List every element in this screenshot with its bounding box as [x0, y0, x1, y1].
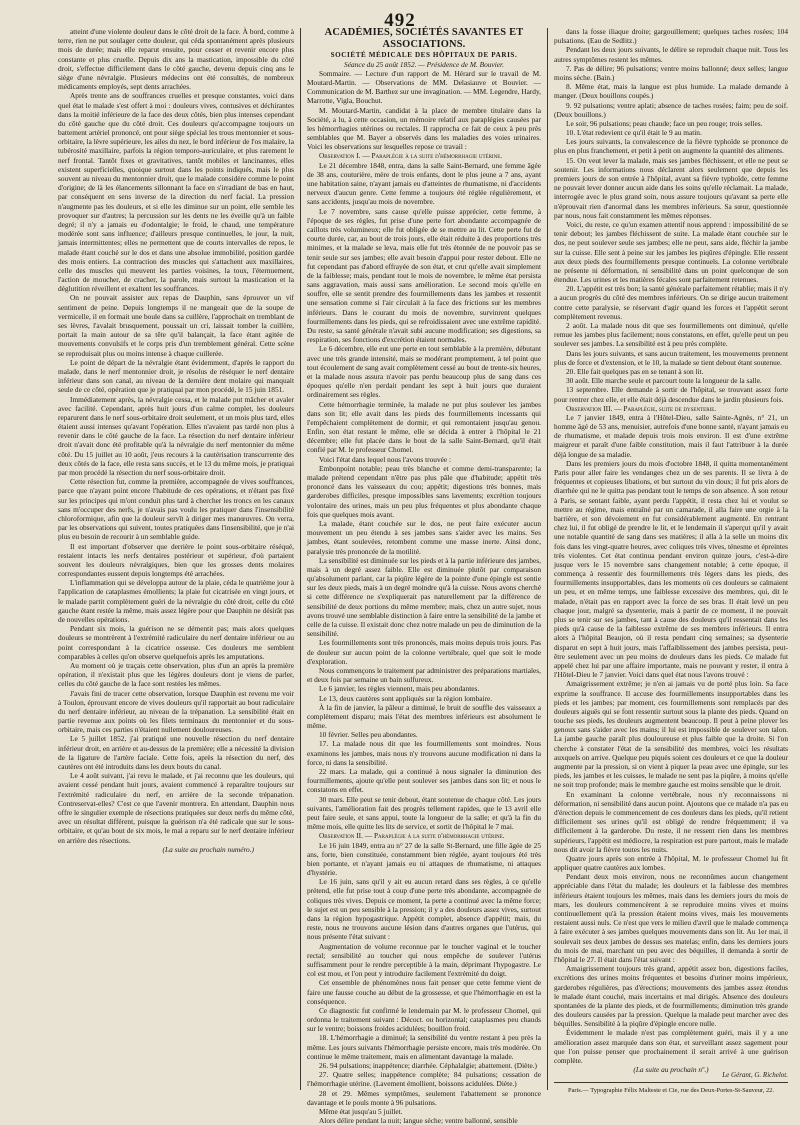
paragraph: Le 6 janvier, les règles viennent, mais peu abondantes. [319, 684, 480, 694]
paragraph: Le 16 juin, sans qu'il y ait eu aucun retard dans ses règles, à ce qu'elle prétend, elle fut prise tout à coup d'une perte très abondante, accompagnée de coliques très vives. Depuis ce moment, la perte a continué avec la même force; le sujet est un peu sensible à la pression; il y a des douleurs assez vives, surtout dans la région hypogastrique. Appétit complet, absence d'appétit; mais, du reste, nous ne trouvons aucune lésion dans d'autres organes que l'utérus, qui nous présente l'état suivant : [307, 877, 541, 942]
paragraph: 27. Quatre selles; inappétence complète; 84 pulsations; cessation de l'hémorrhagie utérine. (Lavement émollient, boissons acidulées. Diète.) [307, 1070, 541, 1089]
column-rule-2 [547, 28, 548, 1090]
paragraph: La malade, étant couchée sur le dos, ne peut faire exécuter aucun mouvement un peu étendu à ses jambes sans s'aider avec les mains. Ses jambes, étant soulevées, retombent comme une masse inerte. Ainsi donc, paralysie très prononcée de la motilité. [307, 518, 541, 556]
paragraph: 17. La malade nous dit que les fourmillements sont moindres. Nous examinons les jambes, mais nous n'y trouvons aucune modification ni dans la force, ni dans la sensibilité. [307, 739, 541, 767]
paragraph: 10. L'état redevient ce qu'il était le 9 au matin. [566, 128, 702, 138]
paragraph: Nous commençons le traitement par administrer des préparations martiales, et deux fois par semaine un bain sulfureux. [307, 665, 541, 685]
paragraph: Évidemment le malade n'est pas complètement guéri, mais il y a une amélioration assez marquée dans son état, et surveillant assez sagement pour que l'on puisse penser que prochainement il serait arrivé à une guérison complète. [554, 1028, 788, 1065]
paragraph: Le 4 août suivant, j'ai revu le malade, et j'ai reconnu que les douleurs, qui avaient cessé pendant huit jours, avaient commencé à reparaître toujours sur l'extrémité radiculaire du nerf, en arrière de la seconde trépanation. Contreservat-elles? C'est ce que l'avenir montrera. En attendant, Dauphin nous offre le singulier exemple de résections pratiquées sur deux nerfs du même côté, avec un résultat différent, puisque la guérison n'a été radicale que sur le sous-orbitaire, et qu'au bout de six mois, le mal a reparu sur le nerf dentaire inférieur en arrière des résections. [58, 771, 294, 845]
continuation-note: (La suite au prochain nº.) [633, 1065, 709, 1075]
paragraph: Augmentation de volume reconnue par le toucher vaginal et le toucher rectal; sensibilité au toucher qui nous empêche de soulever l'utérus suffisamment pour le rendre perceptible à la main, déprimant l'hypogastre. Le col est mou, et l'on peut y introduire facilement l'extrémité du doigt. [307, 941, 541, 979]
paragraph: En examinant la colonne vertébrale, nous n'y reconnaissons ni déformation, ni sensibilité dans aucun point. Ajoutons que ce malade n'a pas eu d'érection depuis le commencement de ces douleurs dans les pieds, qu'il retient difficilement ses urines qu'il est obligé de rendre fréquemment; il va difficilement à la garderobe. Du reste, il ne ressent rien dans les membres supérieurs, l'appétit est médiocre, la respiration est pure partout, mais le malade nous dit avoir la fièvre toutes les nuits. [554, 789, 788, 854]
paragraph: 20. Elle fait quelques pas en se tenant à son lit. [566, 366, 704, 376]
seance-line: Séance du 25 août 1852. — Présidence de M. Bouvier. [344, 59, 504, 69]
paragraph: Même état jusqu'au 5 juillet. [319, 1106, 403, 1116]
paragraph: 28 et 29. Mêmes symptômes, seulement l'abattement se prononce davantage et le pouls monte à 96 pulsations. [307, 1088, 541, 1107]
paragraph: Pendant six mois, la guérison ne se démentit pas; mais alors quelques douleurs se montrèrent à l'extrémité radiculaire du nerf dentaire inférieur ou au point correspondant à la cicatrice osseuse. Ces douleurs me semblent comparables à celles qu'on observe quelquefois après les amputations. [58, 624, 294, 661]
paragraph: Cet ensemble de phénomènes nous fait penser que cette femme vient de faire une fausse couche au début de la grossesse, et que l'hémorrhagie en est la conséquence. [307, 978, 541, 1006]
paragraph: Le 6 décembre, elle eut une perte en tout semblable à la première, débutant avec une très grande intensité, mais se modérant promptement, à tel point que tout écoulement de sang avait complètement cessé au bout de trente-six heures, et la malade nous assura n'avoir pas perdu beaucoup plus de sang dans ces époques qu'elle n'en perdait pendant les sept à huit jours que duraient ordinairement ses règles. [307, 344, 541, 400]
paragraph: Après trente ans de souffrances cruelles et presque constantes, voici dans quel état le malade s'est offert à moi : douleurs vives, contusives et déchirantes dans la moitié inférieure de la face des deux côtés, bien plus intenses cependant du côté gauche que du côté droit. Ces douleurs qu'accompagne toujours un battement artériel prononcé, ont pour siège spécial les trous mentonnier et sous-orbitaire, la lèvre supérieure, les ailes du nez, le bord inférieur de l'os malaire, la tubérosité maxillaire, parfois la région temporo-auriculaire, et plus rarement le nerf frontal. Tantôt fixes et gravitatives, tantôt mobiles et lancinantes, elles existent superficielles, quoique surtout dans les points indiqués, mais le plus souvent au niveau du mentonnier droit, que le malade considère comme le point d'origine; de là les élancements sillonnant la face en s'irradiant de bas en haut, par conséquent en sens inverse de la direction du nerf facial. La pression n'augmente pas les douleurs, et si elle les diminue sur un point, elle semble les provoquer sur d'autres; la percussion sur les dents ne les éveille qu'à un faible degré; il n'y a jamais eu d'odontalgie; le froid, le chaud, une température modérée sont sans influence; d'ailleurs presque continuelles, le jour, la nuit, jamais intermittentes; elles ne permettent que de courts intervalles de repos, le malade étant couché sur le dos et dans une absolue immobilité, position gardée des mois entiers. La contraction des muscles qui s'attachent aux maxillaires, celle des muscles qui meuvent les parties voisines, la toux, l'éternuement, l'action de moucher, de cracher, la parole, mais surtout la mastication et la déglutition réveillent et exaltent les souffrances. [58, 91, 294, 294]
paragraph: Quatre jours après son entrée à l'hôpital, M. le professeur Chomel lui fit appliquer quatre cautères aux lombes. [554, 853, 788, 873]
paragraph: 10 février. Selles peu abondantes. [319, 730, 418, 740]
paragraph: 9. 92 pulsations; ventre aplati; absence de taches rosées; faim; peu de soif. (Deux bouillons.) [554, 100, 788, 119]
paragraph: 20. L'appétit est très bon; la santé générale parfaitement rétablie; mais il n'y a aucun progrès du côté des membres inférieurs. On se dirige aucun traitement contre cette paralysie, se réservant d'agir quand les forces et l'appétit seront complètement revenus. [554, 284, 788, 321]
paragraph: Le 7 novembre, sans cause qu'elle puisse apprécier, cette femme, à l'époque de ses règles, fut prise d'une perte fort abondante accompagnée de caillots très volumineux; elle fut obligée de se mettre au lit. Cette perte fut de courte durée, car, au bout de trois jours, elle était réduite à des proportions très minimes, et la malade se leva, mais elle fut très étonnée de ne pouvoir pas se tenir seule sur ses jambes; elle avait besoin d'appui pour rester debout. Elle ne fut cependant pas d'abord effrayée de son état, et crut qu'elle avait simplement de la faiblesse; mais, pendant tout le mois de novembre, le même état persista sans aggravation, mais aussi sans amélioration. Le second mois qu'elle en souffre, elle se sentit prendre des fourmillements dans les jambes et ressentit une sensation comme si l'air circulait à la face des frictions sur les membres inférieurs. Dans le courant du mois de novembre, survinrent quelques fourmillements dans les pieds, qui se refroidissaient avec une extrême rapidité. Du reste, sa santé générale n'avait subi aucune modification; ses digestions, sa respiration, ses fonctions d'excrétion étaient normales. [307, 206, 541, 345]
paragraph: Le 13, deux cautères sont appliqués sur la région lombaire. [319, 693, 493, 703]
footer-rule [554, 1082, 788, 1083]
paragraph: Amaigrissement toujours très grand, appétit assez bon, digestions faciles, excrétions des urines moins fréquentes et besoins d'uriner moins impérieux, garderobes régulières, pas d'érections; mouvements des jambes assez étendus le malade étant couché, mais incertains et mal dirigés. Absence des douleurs spontanées de la plante des pieds, et de fourmillements; diminution très grande des douleurs causées par la pression. Quelque la malade peut marcher avec des béquilles. Sensibilité à la piqûre d'épingle encore nulle. [554, 964, 788, 1029]
paragraph: Le 7 janvier 1849, entra à l'Hôtel-Dieu, salle Sainte-Agnès, n° 21, un homme âgé de 53 ans, menuisier, autrefois d'une bonne santé, n'ayant jamais eu de rhumatisme, et malade depuis trois mois environ. Il est d'une extrême maigreur et paraît d'une faible constitution, mais il faut l'attribuer à la durée déjà longue de sa maladie. [554, 412, 788, 459]
paragraph: Les fourmillements sont très prononcés, mais moins depuis trois jours. Pas de douleur sur aucun point de la colonne vertébrale, quel que soit le mode d'exploration. [307, 638, 541, 666]
observation-heading: Observation I. — Paraplégie à la suite d'hémorrhagie utérine. [319, 151, 503, 161]
paragraph: Cette résection fut, comme la première, accompagnée de vives souffrances, parce que n'ayant point encore l'habitude de ces opérations, et n'étant pas fixé sur les principes qui m'ont conduit plus tard à chercher les troncs en les canaux sans m'occuper des nerfs, je n'avais pas voulu les pratiquer dans l'insensibilité chloroformique, afin que la douleur servît à diriger mes manœuvres. On verra, par les observations qui suivent, toutes pratiquées dans l'insensibilité, que je n'ai plus eu besoin de recourir à un semblable guide. [58, 477, 294, 542]
paragraph: Au moment où je traçais cette observation, plus d'un an après la première opération, il n'existait plus que les légères douleurs dont je viens de parler, celles du côté gauche de la face sont restées les mêmes. [58, 660, 294, 689]
paragraph: Dans les premiers jours du mois d'octobre 1848, il quitta momentanément Paris pour aller faire les vendanges chez un de ses parents. Il se livra à de fréquentes et copieuses libations, et but surtout du vin doux; il fut pris alors de diarrhée qui ne le quitta pas pendant tout le temps de son absence. À son retour à Paris, se sentant faible, ayant perdu l'appétit, il resta chez lui et voulut se mettre au régime, mais entraîné par un camarade, il alla faire une orgie à la barrière, et son dévoiement en fut considérablement augmenté. En rentrant chez lui, il fut obligé de prendre le lit, et le lendemain il s'aperçut qu'il y avait une notable quantité de sang dans ses matières; il alla à la selle un moins dix fois dans les vingt-quatre heures, avec coliques très vives, ténesme et épreintes très violentes. Cet état continua pendant environ quinze jours, c'est-à-dire jusque vers le 15 novembre sans changement notable; à cette époque, il commença à ressentir des fourmillements très légers dans les pieds, des fourmillements insupportables, dans les moments où ces douleurs se calmaient un peu, et en même temps, une faiblesse excessive des membres, qui, dit le malade, n'était pas en rapport avec la force de ses bras. Il était levé un peu chaque jour, malgré sa dysenterie, mais à partir de ce moment, il ne pouvait plus se tenir sur ses jambes, tant à cause des douleurs qu'il ressentait dans les pieds qu'à cause de la faiblesse extrême de ses membres inférieurs. Il entra alors à l'hôpital Beaujon, où il resta pendant cinq semaines; sa dysenterie disparut en sept à huit jours, mais l'affaiblissement des jambes persista, peut-être seulement avec un peu moins de douleurs dans les pieds. Ce malade fut appelé chez lui par une affaire importante, mais ne pouvant y rester, il entra à l'Hôtel-Dieu le 7 janvier. Voici dans quel état nous l'avons trouvé : [554, 458, 788, 680]
paragraph: 22 mars. La malade, qui a continué à nous signaler la diminution des fourmillements, ajoute qu'elle peut soulever ses jambes dans son lit; et nous le constatons en effet. [307, 767, 541, 795]
gerant-signature: Le Gérant, G. Richelot. [722, 1071, 788, 1079]
paragraph: 2 août. La malade nous dit que ses fourmillements ont diminué, qu'elle remue les jambes plus facilement; nous constatons, en effet, qu'elle peut un peu soulever ses jambes. La sensibilité est à peu près complète. [554, 321, 788, 349]
section-title: ACADÉMIES, SOCIÉTÉS SAVANTES ET ASSOCIATIONS. [324, 27, 524, 50]
paragraph: Les jours suivants, la convalescence de la fièvre typhoïde se prononce de plus en plus franchement, et petit à petit on augmente la quantité des aliments. [554, 137, 788, 156]
paragraph: Le soir, 96 pulsations; peau chaude; face un peu rouge; trois selles. [566, 118, 763, 128]
paragraph: 8. Même état, mais la langue est plus humide. La malade demande à manger. (Deux bouillons coupés.) [554, 82, 788, 101]
paragraph: Pendant deux mois environ, nous ne reconnûmes aucun changement appréciable dans l'état du malade; les douleurs et la faiblesse des membres inférieurs étaient toujours les mêmes, mais dans les derniers jours du mois de mars, les douleurs commencèrent à se reproduire moins vives et moins continuellement qu'à la pression étaient moins vives, mais les mouvements restaient aussi nuls. Ce n'est que vers le milieu d'avril que le malade commença à faire exécuter à ses jambes quelques mouvements dans son lit. Au 1er mai, il soulevait ses deux jambes de dessus ses matelas; enfin, dans les derniers jours du mois de mai, marchant un peu avec des béquilles, il demanda à sortir de l'hôpital le 27. Il était dans l'état suivant : [554, 872, 788, 964]
paragraph: La sensibilité est diminuée sur les pieds et à la partie inférieure des jambes, mais à un degré assez faible. Elle est diminuée plutôt par comparaison qu'absolument parlant, car la piqûre légère de la pointe d'une épingle est sentie sur les deux pieds, mais à un degré moindre qu'à la cuisse. Nous avons cherché si cette différence ne s'expliquerait pas naturellement par la différence de sensibilité de deux portions du même membre; mais, chez un autre sujet, nous avons trouvé une semblable distinction à faire entre la sensibilité de la jambe et celle de la cuisse. Il existait donc chez notre malade un peu de diminution de la sensibilité. [307, 555, 541, 639]
paragraph: 30 mars. Elle peut se tenir debout, étant soutenue de chaque côté. Les jours suivants, l'amélioration fait des progrès tellement rapides, que le 13 avril elle peut faire seule, et sans appui, toute la longueur de la salle; et qu'à la fin du même mois, elle quitte les lits de service, et sortit de l'hôpital le 7 mai. [307, 794, 541, 832]
column-1 [58, 27, 294, 1095]
paragraph: Voici l'état dans lequel nous l'avons trouvée : [319, 454, 452, 464]
paragraph: 15. On veut lever la malade, mais ses jambes fléchissent, et elle ne peut se soutenir. Les informations nous déclarent alors seulement que depuis les premiers jours de son entrée à l'hôpital, avant sa fièvre typhoïde, cette femme ne pouvait lever donner aucun aide dans les soins qu'elle réclamait. La malade, interrogée avec le plus grand soin, nous assure toujours qu'avant sa perte elle n'éprouvait rien d'anormal dans les membres inférieurs. Sa sœur, questionnée par nous, nous fait constamment les mêmes réponses. [554, 155, 788, 220]
paragraph: On ne pouvait assister aux repas de Dauphin, sans éprouver un vif sentiment de peine. Depuis longtemps il ne mangeait que de la soupe de vermicelle, il en formait une boule dans sa cuillère, l'approchait en tremblant de ses lèvres, l'avalait brusquement, poussait un cri, laissait tomber la cuillère, portait la main autour de sa tête qu'il balançait, la face étant agitée de mouvements convulsifs et le corps pris d'un tremblement général. Cette scène se reproduisait plus ou moins intense à chaque cuillerée. [58, 293, 294, 358]
column-rule-1 [300, 28, 301, 1090]
paragraph: Le 21 décembre 1848, entra, dans la salle Saint-Bernard, une femme âgée de 38 ans, couturière, mère de trois enfants, dont le plus jeune a 7 ans, ayant une habitation saine, n'ayant jamais eu d'atteintes de rhumatisme, ni d'accidents nerveux d'aucun genre. Cette femme a toujours été réglée régulièrement, et sans accidents, jusqu'au mois de novembre. [307, 160, 541, 207]
paragraph: 26. 94 pulsations; inappétence; diarrhée. Céphalalgie; abattement. (Diète.) [319, 1061, 537, 1071]
paragraph: 13 septembre. Elle demande à sortir de l'hôpital, se trouvant assez forte pour rentrer chez elle, et elle était déjà descendue dans le jardin plusieurs fois. [554, 385, 788, 404]
paragraph: dans la fosse iliaque droite; gargouillement; quelques taches rosées; 104 pulsations. (Eau de Sedlitz.) [554, 27, 788, 46]
paragraph: Ce diagnostic fut confirmé le lendemain par M. le professeur Chomel, qui ordonna le traitement suivant : Décoct. ou horizontal; cataplasmes peu chauds sur le ventre; boissons froides acidulées; bouillon froid. [307, 1005, 541, 1034]
paragraph: Amaigrissement extrême; je n'en ai jamais vu de porté plus loin. Sa face exprime la souffrance. Il accuse des fourmillements insupportables dans les pieds et les jambes; par moment, ces fourmillements sont remplacés par des douleurs aiguës qui se font ressentir surtout sous la plante des pieds. Quand on touche ses pieds, les douleurs augmentent beaucoup. Il peut à peine plover les genoux sans s'aider avec les mains; il lui est impossible de soulever son talon. La jambe gauche paraît plus douloureuse et plus faible que la droite. Si l'on cherche à constater l'état de la sensibilité des membres, voici les résultats auxquels on arrive. Quelque peu piqués soient ces douleurs et ce que la douleur augmente par la pression, si on vient à piquer la peau avec une épingle, sur les pieds, les jambes et les cuisses, le malade ne sent pas la piqûre, à moins qu'elle ne soit trop profonde; mais le membre gauche est moins sensible que le droit. [554, 679, 788, 790]
paragraph: Sommaire. — Lecture d'un rapport de M. Hérard sur le travail de M. Moutard-Martin. — Observations de MM. Delasiauve et Bouvier. — Communication de M. Barthez sur une invagination. — MM. Legendre, Hardy, Marrotte, Vigla, Bouchut. [307, 68, 541, 106]
paragraph: À la fin de janvier, la pâleur a diminué, le bruit de souffle des vaisseaux a complètement disparu; mais l'état des membres inférieurs est absolument le même. [307, 702, 541, 731]
paragraph: L'inflammation qui se développa autour de la plaie, céda le quatrième jour à l'application de cataplasmes émollients; la plaie fut cicatrisée en vingt jours, et le malade partit complètement guéri de la névralgie du côté droit, celle du côté gauche étant restée la même, mais assez légère pour que Dauphin ne désirât pas de nouvelles opérations. [58, 578, 294, 624]
paragraph: Embonpoint notable; peau très blanche et comme demi-transparente; la malade prétend cependant n'être pas plus pâle que d'habitude; appétit très prononcé dans les vaisseaux du cou; appétit; digestions très bonnes, mais garderobes difficiles, presque impossibles sans lavements; excrétion toujours volontaire des urines, mais un peu plus fréquentes et plus abondante chaque fois que quelques mois avant. [307, 463, 541, 519]
paragraph: Le 5 juillet 1852, j'ai pratiqué une nouvelle résection du nerf dentaire inférieur droit, en arrière et au-dessus de la première; elle a nécessité la division de la ligature de l'artère faciale. Cette fois, après la résection du nerf, des cautères ont été introduits dans les deux bouts du canal. [58, 734, 294, 771]
paragraph: Immédiatement après, la névralgie cessa, et le malade put mâcher et avaler avec facilité. Cependant, après huit jours d'un calme complet, les douleurs reparurent dans le nerf sous-orbitaire droit seulement, et un mois plus tard, elles étaient aussi intenses qu'avant l'opération. Elles n'avaient pas tardé non plus à revenir dans le côté gauche de la face. La résection du nerf dentaire inférieur droit n'avait donc été profitable qu'à la névralgie du nerf mentonnier du même côté. Du 15 juillet au 10 août, j'eus recours à la cautérisation transcurrente des deux côtés de la face, elle resta sans succès, et le 13 du même mois, je pratiquai par mon procédé la résection du nerf sous-orbitaire droit. [58, 394, 294, 477]
paragraph: 18. L'hémorrhagie a diminué; la sensibilité du ventre restant à peu près la même. Les jours suivants l'hémorrhagie persiste encore, mais très modérée. On continue le même traitement, mais en alimentant davantage la malade. [307, 1033, 541, 1061]
observation-heading: Observation II. — Paraplégie à la suite d'hémorrhagie utérine. [319, 831, 505, 841]
paragraph: 30 août. Elle marche seule et parcourt toute la longueur de la salle. [566, 376, 762, 386]
paragraph: Pendant les deux jours suivants, le délire se reproduit chaque nuit. Tous les autres symptômes restent les mêmes. [554, 45, 788, 64]
paragraph: M. Moutard-Martin, candidat à la place de membre titulaire dans la Société, a lu, à cette occasion, un mémoire relatif aux paraplégies causées par les hémorrhagies utérines ou rectales. Il rapprocha ce fait de ceux à peu près semblables que M. Bayer a observés dans les maladies des voies urinaires. Voici les observations sur lesquelles repose ce travail : [307, 105, 541, 152]
paragraph: Dans les jours suivants, et sans aucun traitement, les mouvements prennent plus de force et d'extension, et le 10, la malade se tient debout étant soutenue. [554, 348, 788, 367]
paragraph: atteint d'une violente douleur dans le côté droit de la face. À bord, comme à terre, rien ne put soulager cette douleur, qui céda spontanément après plusieurs mois de durée; mais elle reparut ensuite, pour cesser et revenir encore plus constante et plus cruelle. Depuis dix ans la mastication, impossible du côté droit, s'effectue difficilement dans le côté gauche, devenu depuis cinq ans le siège d'une névralgie. Plusieurs médecins ont été consultés, de nombreux médicaments employés, sept dents arrachées. [58, 27, 294, 92]
observation-heading: Observation III. — Paraplégie, suite de dysenterie. [566, 403, 717, 413]
society-name: SOCIÉTÉ MÉDICALE DES HÔPITAUX DE PARIS. [330, 51, 518, 59]
continuation-note: (La suite au prochain numéro.) [162, 844, 254, 854]
paragraph: J'avais fini de tracer cette observation, lorsque Dauphin est revenu me voir à Toulon, éprouvant encore de vives douleurs qu'il rapportait au bout radiculaire du nerf dentaire inférieur, au niveau de la trépanation. La sensibilité était en partie revenue aux points où les filets terminaux du mentonnier et du sous-orbitaire, mais ces parties n'étaient nullement douloureuses. [58, 688, 294, 735]
paragraph: Alors délire pendant la nuit; langue sèche; ventre ballonné, sensible [319, 1116, 518, 1125]
paragraph: Le point de départ de la névralgie étant évidemment, d'après le rapport du malade, dans le nerf mentonnier droit, je résolus de réséquer le nerf dentaire inférieur dans son canal, au niveau de la dernière dent molaire qui manquait seule de ce côté, opération que je pratiquai par mon procédé, le 15 juin 1851. [58, 357, 294, 395]
column-2 [307, 27, 541, 1125]
paragraph: 7. Pas de délire; 96 pulsations; ventre moins ballonné; deux selles; langue moins sèche. (Bain.) [554, 63, 788, 82]
paragraph: Le 16 juin 1849, entra au n° 27 de la salle St-Bernard, une fille âgée de 25 ans, forte, bien constituée, constamment bien réglée, ayant toujours été très bien portante, et n'ayant jamais eu ni attaques de rhumatisme, ni attaques d'hystérie. [307, 840, 541, 878]
printer-imprint: Paris.— Typographie Félix Malteste et Cie, rue des Deux-Portes-St-Sauveur, 22. [568, 1087, 774, 1094]
paragraph: Il est important d'observer que derrière le point sous-orbitaire réséqué, restaient intacts les nerfs dentaires postérieur et supérieur, d'où partaient souvent les douleurs névralgiques, bien que les grosses dents molaires correspondantes eussent depuis longtemps été arrachées. [58, 541, 294, 579]
paragraph: Cette hémorrhagie terminée, la malade ne put plus soulever les jambes dans son lit; elle avait dans les pieds des fourmillements incessants qui l'empêchaient complètement de dormir, et qui remontaient jusqu'au genou. Enfin, son état restant le même, elle se décida à entrer à l'hôpital le 21 décembre; elle fut placée dans le bout de la salle Saint-Bernard, qu'il était confié par M. le professeur Chomel. [307, 399, 541, 455]
paragraph: Voici, du reste, ce qu'un examen attentif nous apprend : impossibilité de se tenir debout; les jambes fléchissent de suite. La malade étant couchée sur le dos, ne peut soulever seule ses jambes; elle ne peut, sans aide, fléchir la jambe sur la cuisse. Elle sent à peine sur les jambes les piqûres d'épingle. Elle ressent aux deux pieds des fourmillements presque continuels. La colonne vertébrale ne présente ni déformation, ni sensibilité dans un point quelconque de son étendue. Les urines et les matières fécales sont parfaitement retenues. [554, 219, 788, 285]
page-number: 492 [384, 10, 416, 31]
